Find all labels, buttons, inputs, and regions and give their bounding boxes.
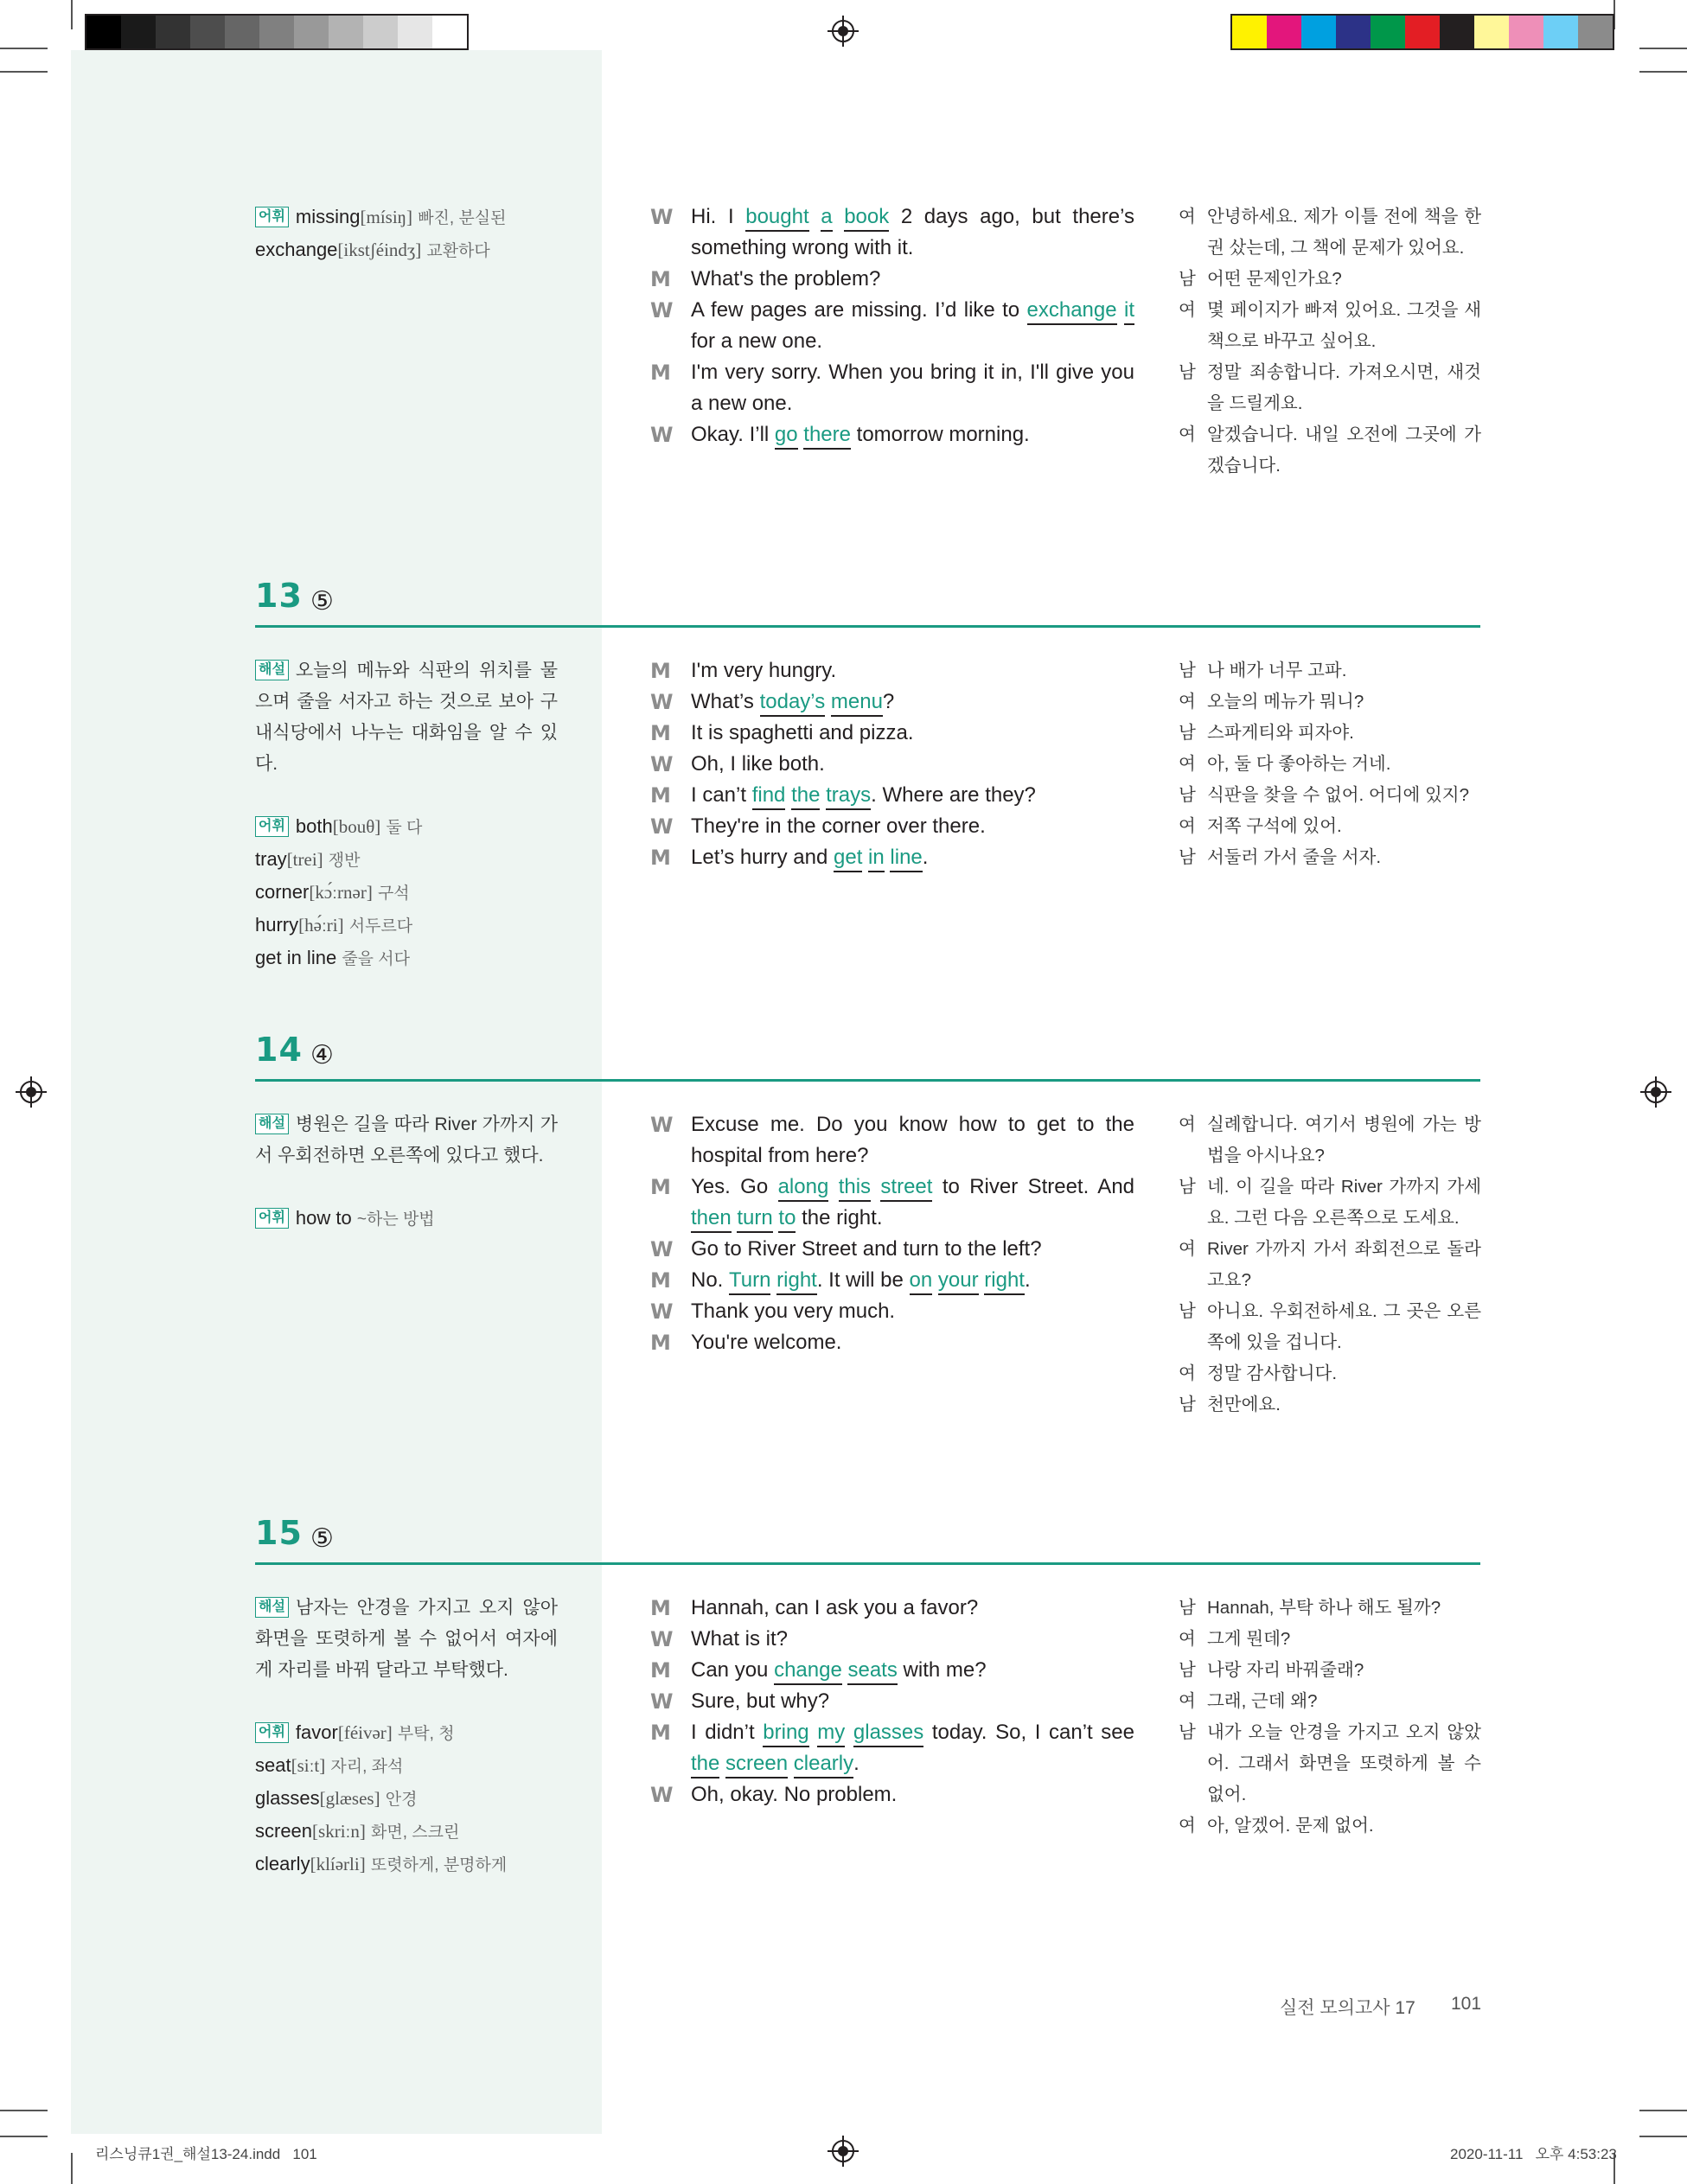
dialogue-line: M No. Turn right. It will be on your right. — [650, 1265, 1134, 1296]
dialogue-line: M Can you change seats with me? — [650, 1655, 1134, 1686]
dialogue-line — [650, 264, 1134, 295]
speaker-label: M — [650, 846, 671, 870]
explanation-box — [255, 1593, 558, 1881]
translation-line — [1179, 357, 1481, 419]
calibration-swatch — [1336, 16, 1371, 48]
vocab-ipa: [kɔ́ːrnər] — [309, 882, 373, 903]
dialogue-line — [650, 357, 1134, 419]
speaker-label: 여 — [1179, 1363, 1196, 1383]
dialogue-line: M I can’t find the trays. Where are they? — [650, 780, 1134, 811]
registration-mark-icon — [1640, 1076, 1671, 1108]
vocab-list — [255, 201, 558, 267]
dialogue-text: They're in the corner over there. — [691, 814, 986, 838]
speaker-label: 남 — [1179, 362, 1196, 382]
vocab-meaning: 쟁반 — [328, 852, 361, 870]
vocab-word: tray — [255, 848, 287, 870]
speaker-label: 여 — [1179, 1114, 1196, 1134]
vocab-ipa: [hə́ːri] — [298, 915, 344, 936]
vocab-meaning: 부탁, 청 — [397, 1725, 455, 1743]
crop-mark — [0, 2136, 48, 2137]
translation-text: 나 배가 너무 고파. — [1207, 661, 1347, 680]
speaker-label: M — [650, 1175, 671, 1199]
dialogue-line — [650, 1686, 1134, 1717]
speaker-label: M — [650, 267, 671, 291]
vocab-meaning: ~하는 방법 — [356, 1210, 435, 1229]
vocab-word: missing — [295, 206, 361, 227]
vocab-ipa: [féivər] — [337, 1722, 393, 1743]
vocab-tag: 어휘 — [255, 816, 289, 837]
color-calibration-bar — [1230, 14, 1614, 50]
translation-text: 저쪽 구석에 있어. — [1207, 816, 1342, 836]
speaker-label: M — [650, 659, 671, 683]
dialogue-text: Excuse me. Do you know how to get to the hospital from here? — [691, 1113, 1134, 1167]
dialogue-script — [650, 1109, 1134, 1358]
speaker-label: M — [650, 783, 671, 808]
vocab-item — [255, 942, 558, 975]
translation-text: 내가 오늘 안경을 가지고 오지 않았어. 그래서 화면을 또렷하게 볼 수 없어. — [1207, 1722, 1481, 1804]
dialogue-line — [650, 1296, 1134, 1327]
calibration-swatch — [225, 16, 259, 48]
dialogue-line: M I didn’t bring my glasses today. So, I can’t see the screen clearly. — [650, 1717, 1134, 1779]
registration-mark-icon — [828, 16, 859, 47]
vocab-ipa: [skriːn] — [312, 1821, 366, 1842]
translation-line — [1179, 419, 1481, 482]
vocab-word: hurry — [255, 914, 299, 936]
translation-line — [1179, 811, 1481, 842]
speaker-label: 남 — [1179, 1301, 1196, 1321]
translation-text: 알겠습니다. 내일 오전에 그곳에 가겠습니다. — [1207, 425, 1481, 476]
translation-text: 정말 감사합니다. — [1207, 1363, 1338, 1383]
vocab-meaning: 서두르다 — [348, 917, 413, 936]
dialogue-text: What's the problem? — [691, 267, 881, 291]
translation-line — [1179, 1109, 1481, 1172]
translation-line — [1179, 1810, 1481, 1842]
speaker-label: W — [650, 1627, 674, 1651]
translation-text: 안녕하세요. 제가 이틀 전에 책을 한 권 샀는데, 그 책에 문제가 있어요. — [1207, 207, 1481, 258]
calibration-swatch — [1232, 16, 1267, 48]
speaker-label: 여 — [1179, 816, 1196, 836]
test-name: 실전 모의고사 17 — [1280, 1998, 1415, 2018]
answer-badge: ⑤ — [310, 587, 334, 616]
speaker-label: M — [650, 721, 671, 745]
dialogue-text: I'm very sorry. When you bring it in, I'll give you a new one. — [691, 361, 1134, 415]
explanation-tag: 해설 — [255, 1597, 289, 1618]
calibration-swatch — [1578, 16, 1613, 48]
vocab-item — [255, 877, 558, 910]
speaker-label: 여 — [1179, 1816, 1196, 1836]
question-number: 13 — [255, 577, 303, 615]
vocab-meaning: 또렷하게, 분명하게 — [370, 1856, 508, 1874]
dialogue-line: M Yes. Go along this street to River Street. And then turn to the right. — [650, 1172, 1134, 1234]
speaker-label: W — [650, 1300, 674, 1324]
korean-translation — [1179, 1109, 1481, 1421]
speaker-label: M — [650, 361, 671, 385]
vocab-item — [255, 234, 558, 267]
dialogue-line — [650, 718, 1134, 749]
speaker-label: M — [650, 1268, 671, 1293]
vocab-meaning: 구석 — [377, 884, 410, 903]
dialogue-text: I'm very hungry. — [691, 659, 837, 682]
answer-badge: ④ — [310, 1041, 334, 1070]
translation-line — [1179, 780, 1481, 811]
vocab-item — [255, 1203, 558, 1236]
korean-translation — [1179, 655, 1481, 873]
translation-text: 몇 페이지가 빠져 있어요. 그것을 새 책으로 바꾸고 싶어요. — [1207, 300, 1481, 351]
speaker-label: 남 — [1179, 1177, 1196, 1197]
crop-mark — [0, 2110, 48, 2111]
calibration-swatch — [259, 16, 294, 48]
calibration-swatch — [1267, 16, 1301, 48]
vocab-meaning: 교환하다 — [426, 242, 490, 260]
speaker-label: 남 — [1179, 785, 1196, 805]
dialogue-text: You're welcome. — [691, 1331, 842, 1354]
vocab-ipa: [klíərli] — [310, 1854, 366, 1874]
translation-line — [1179, 1593, 1481, 1624]
translation-text: 정말 죄송합니다. 가져오시면, 새것을 드릴게요. — [1207, 362, 1481, 413]
speaker-label: 남 — [1179, 723, 1196, 743]
speaker-label: 남 — [1179, 269, 1196, 289]
calibration-swatch — [294, 16, 329, 48]
crop-mark — [1639, 48, 1687, 49]
crop-mark — [1639, 71, 1687, 73]
crop-mark — [1639, 2136, 1687, 2137]
translation-line — [1179, 1296, 1481, 1358]
translation-line — [1179, 1686, 1481, 1717]
dialogue-line: W Okay. I’ll go there tomorrow morning. — [650, 419, 1134, 450]
speaker-label: W — [650, 1113, 674, 1137]
calibration-swatch — [363, 16, 398, 48]
crop-mark — [71, 2153, 73, 2184]
vocab-word: favor — [295, 1721, 338, 1743]
file-name: 리스닝큐1권_해설13-24.indd 101 — [95, 2146, 317, 2162]
question-number: 15 — [255, 1514, 303, 1552]
dialogue-line — [650, 1624, 1134, 1655]
dialogue-line: W What’s today’s menu? — [650, 686, 1134, 718]
translation-text: 서둘러 가서 줄을 서자. — [1207, 847, 1382, 867]
vocab-word: seat — [255, 1754, 291, 1776]
dialogue-line — [650, 1327, 1134, 1358]
explanation — [255, 1593, 558, 1686]
vocab-item — [255, 1816, 558, 1849]
speaker-label: M — [650, 1658, 671, 1683]
vocab-item — [255, 811, 558, 844]
vocab-ipa: [trei] — [286, 849, 323, 870]
crop-mark — [0, 71, 48, 73]
speaker-label: 여 — [1179, 207, 1196, 227]
translation-text: 아니요. 우회전하세요. 그 곳은 오른쪽에 있을 겁니다. — [1207, 1301, 1481, 1352]
calibration-swatch — [1440, 16, 1474, 48]
vocab-item — [255, 1783, 558, 1816]
speaker-label: W — [650, 423, 674, 447]
dialogue-line: W Hi. I bought a book 2 days ago, but there’s something wrong with it. — [650, 201, 1134, 264]
vocab-word: glasses — [255, 1787, 320, 1809]
crop-mark — [1639, 2110, 1687, 2111]
page-number: 101 — [1451, 1994, 1482, 2014]
translation-line — [1179, 749, 1481, 780]
translation-line — [1179, 1624, 1481, 1655]
translation-line — [1179, 1655, 1481, 1686]
vocab-meaning: 빠진, 분실된 — [418, 209, 507, 227]
vocab-item — [255, 1849, 558, 1881]
vocab-tag: 어휘 — [255, 1208, 289, 1229]
calibration-swatch — [329, 16, 363, 48]
translation-line — [1179, 1172, 1481, 1234]
dialogue-line — [650, 1779, 1134, 1810]
calibration-swatch — [1474, 16, 1509, 48]
translation-line — [1179, 1389, 1481, 1421]
translation-line — [1179, 295, 1481, 357]
translation-text: 실례합니다. 여기서 병원에 가는 방법을 아시나요? — [1207, 1114, 1481, 1165]
dialogue-line — [650, 655, 1134, 686]
explanation-text: 오늘의 메뉴와 식판의 위치를 물으며 줄을 서자고 하는 것으로 보아 구내식당에서 나누는 대화임을 알 수 있다. — [255, 661, 558, 774]
speaker-label: 남 — [1179, 1395, 1196, 1414]
speaker-label: W — [650, 205, 674, 229]
dialogue-line — [650, 1593, 1134, 1624]
dialogue-script — [650, 201, 1134, 450]
korean-translation — [1179, 1593, 1481, 1842]
question-header — [255, 1019, 1480, 1082]
translation-text: 그게 뭔데? — [1207, 1629, 1291, 1649]
dialogue-text: Thank you very much. — [691, 1300, 896, 1323]
korean-translation — [1179, 201, 1481, 482]
translation-text: 아, 알겠어. 문제 없어. — [1207, 1816, 1374, 1836]
vocab-meaning: 줄을 서다 — [342, 950, 411, 968]
vocab-word: exchange — [255, 239, 338, 260]
dialogue-script — [650, 655, 1134, 873]
dialogue-line — [650, 749, 1134, 780]
translation-text: 스파게티와 피자야. — [1207, 723, 1354, 743]
calibration-swatch — [1509, 16, 1543, 48]
speaker-label: 남 — [1179, 661, 1196, 680]
dialogue-text: What is it? — [691, 1627, 789, 1651]
speaker-label: 여 — [1179, 300, 1196, 320]
vocab-tag: 어휘 — [255, 1722, 289, 1743]
vocab-word: screen — [255, 1820, 313, 1842]
answer-badge: ⑤ — [310, 1524, 334, 1553]
calibration-swatch — [432, 16, 467, 48]
explanation — [255, 1109, 558, 1172]
explanation-box — [255, 655, 558, 975]
explanation-text: 남자는 안경을 가지고 오지 않아 화면을 또렷하게 볼 수 없어서 여자에게 자리를 바꿔 달라고 부탁했다. — [255, 1598, 558, 1680]
dialogue-script — [650, 1593, 1134, 1810]
speaker-label: 여 — [1179, 1239, 1196, 1259]
calibration-swatch — [86, 16, 121, 48]
speaker-label: W — [650, 298, 674, 322]
explanation — [255, 655, 558, 780]
calibration-swatch — [156, 16, 190, 48]
registration-mark-icon — [16, 1076, 47, 1108]
speaker-label: 남 — [1179, 1598, 1196, 1618]
dialogue-text: Hannah, can I ask you a favor? — [691, 1596, 979, 1619]
explanation-tag: 해설 — [255, 1114, 289, 1134]
vocab-ipa: [bouθ] — [332, 816, 381, 837]
dialogue-text: Sure, but why? — [691, 1689, 830, 1713]
vocab-word: corner — [255, 881, 310, 903]
translation-line — [1179, 264, 1481, 295]
translation-line — [1179, 201, 1481, 264]
vocab-ipa: [siːt] — [291, 1755, 326, 1776]
translation-line — [1179, 718, 1481, 749]
vocab-word: how to — [295, 1207, 352, 1229]
speaker-label: W — [650, 814, 674, 839]
explanation-text: 병원은 길을 따라 River 가까지 가서 우회전하면 오른쪽에 있다고 했다. — [255, 1114, 558, 1165]
crop-mark — [71, 0, 73, 29]
dialogue-line: M Let’s hurry and get in line. — [650, 842, 1134, 873]
question-header — [255, 565, 1480, 628]
vocab-ipa: [ikstʃéindʒ] — [337, 239, 422, 260]
speaker-label: M — [650, 1331, 671, 1355]
speaker-label: W — [650, 690, 674, 714]
vocab-tag: 어휘 — [255, 207, 289, 227]
question-header — [255, 1503, 1480, 1565]
calibration-swatch — [398, 16, 432, 48]
calibration-swatch — [1301, 16, 1336, 48]
vocab-ipa: [glæses] — [319, 1788, 380, 1809]
speaker-label: W — [650, 1237, 674, 1261]
dialogue-line — [650, 1234, 1134, 1265]
calibration-swatch — [1405, 16, 1440, 48]
translation-line — [1179, 1358, 1481, 1389]
translation-text: 나랑 자리 바꿔줄래? — [1207, 1660, 1364, 1680]
vocab-item — [255, 1750, 558, 1783]
calibration-swatch — [121, 16, 156, 48]
translation-text: 네. 이 길을 따라 River 가까지 가세요. 그런 다음 오른쪽으로 도세요. — [1207, 1177, 1481, 1228]
vocab-item — [255, 844, 558, 877]
dialogue-line — [650, 811, 1134, 842]
vocab-ipa: [mísiŋ] — [360, 207, 413, 227]
translation-text: 아, 둘 다 좋아하는 거네. — [1207, 754, 1391, 774]
explanation-tag: 해설 — [255, 660, 289, 680]
translation-text: 그래, 근데 왜? — [1207, 1691, 1318, 1711]
vocab-word: both — [295, 815, 333, 837]
dialogue-text: It is spaghetti and pizza. — [691, 721, 914, 744]
speaker-label: 여 — [1179, 692, 1196, 712]
question-number: 14 — [255, 1031, 303, 1069]
calibration-swatch — [1543, 16, 1578, 48]
translation-text: River 가까지 가서 좌회전으로 돌라고요? — [1207, 1239, 1481, 1290]
vocab-meaning: 둘 다 — [386, 819, 423, 837]
translation-line — [1179, 655, 1481, 686]
translation-line — [1179, 1234, 1481, 1296]
translation-text: 어떤 문제인가요? — [1207, 269, 1342, 289]
calibration-swatch — [190, 16, 225, 48]
speaker-label: 여 — [1179, 1691, 1196, 1711]
translation-text: 식판을 찾을 수 없어. 어디에 있지? — [1207, 785, 1470, 805]
speaker-label: 여 — [1179, 425, 1196, 444]
dialogue-line — [650, 1109, 1134, 1172]
speaker-label: W — [650, 1783, 674, 1807]
translation-line — [1179, 842, 1481, 873]
calibration-swatch — [1371, 16, 1405, 48]
speaker-label: M — [650, 1721, 671, 1745]
vocab-item — [255, 910, 558, 942]
registration-mark-icon — [828, 2136, 859, 2167]
speaker-label: 여 — [1179, 1629, 1196, 1649]
crop-mark — [0, 48, 48, 49]
vocab-meaning: 안경 — [385, 1791, 418, 1809]
translation-text: Hannah, 부탁 하나 해도 될까? — [1207, 1598, 1441, 1618]
speaker-label: 남 — [1179, 1722, 1196, 1742]
translation-text: 천만에요. — [1207, 1395, 1281, 1414]
vocab-meaning: 화면, 스크린 — [371, 1823, 460, 1842]
vocab-meaning: 자리, 좌석 — [330, 1758, 404, 1776]
gray-calibration-bar — [85, 14, 469, 50]
translation-text: 오늘의 메뉴가 뭐니? — [1207, 692, 1364, 712]
dialogue-text: Oh, okay. No problem. — [691, 1783, 898, 1806]
print-timestamp: 2020-11-11 오후 4:53:23 — [1450, 2146, 1617, 2162]
translation-line — [1179, 1717, 1481, 1810]
speaker-label: W — [650, 1689, 674, 1714]
speaker-label: W — [650, 752, 674, 776]
translation-line — [1179, 686, 1481, 718]
speaker-label: 여 — [1179, 754, 1196, 774]
vocab-word: clearly — [255, 1853, 310, 1874]
speaker-label: 남 — [1179, 1660, 1196, 1680]
dialogue-text: Oh, I like both. — [691, 752, 825, 776]
dialogue-text: Go to River Street and turn to the left? — [691, 1237, 1042, 1261]
vocab-word: get in line — [255, 947, 337, 968]
vocab-item — [255, 1717, 558, 1750]
dialogue-line: W A few pages are missing. I’d like to exchange it for a new one. — [650, 295, 1134, 357]
speaker-label: 남 — [1179, 847, 1196, 867]
vocab-item — [255, 201, 558, 234]
speaker-label: M — [650, 1596, 671, 1620]
explanation-box — [255, 1109, 558, 1236]
